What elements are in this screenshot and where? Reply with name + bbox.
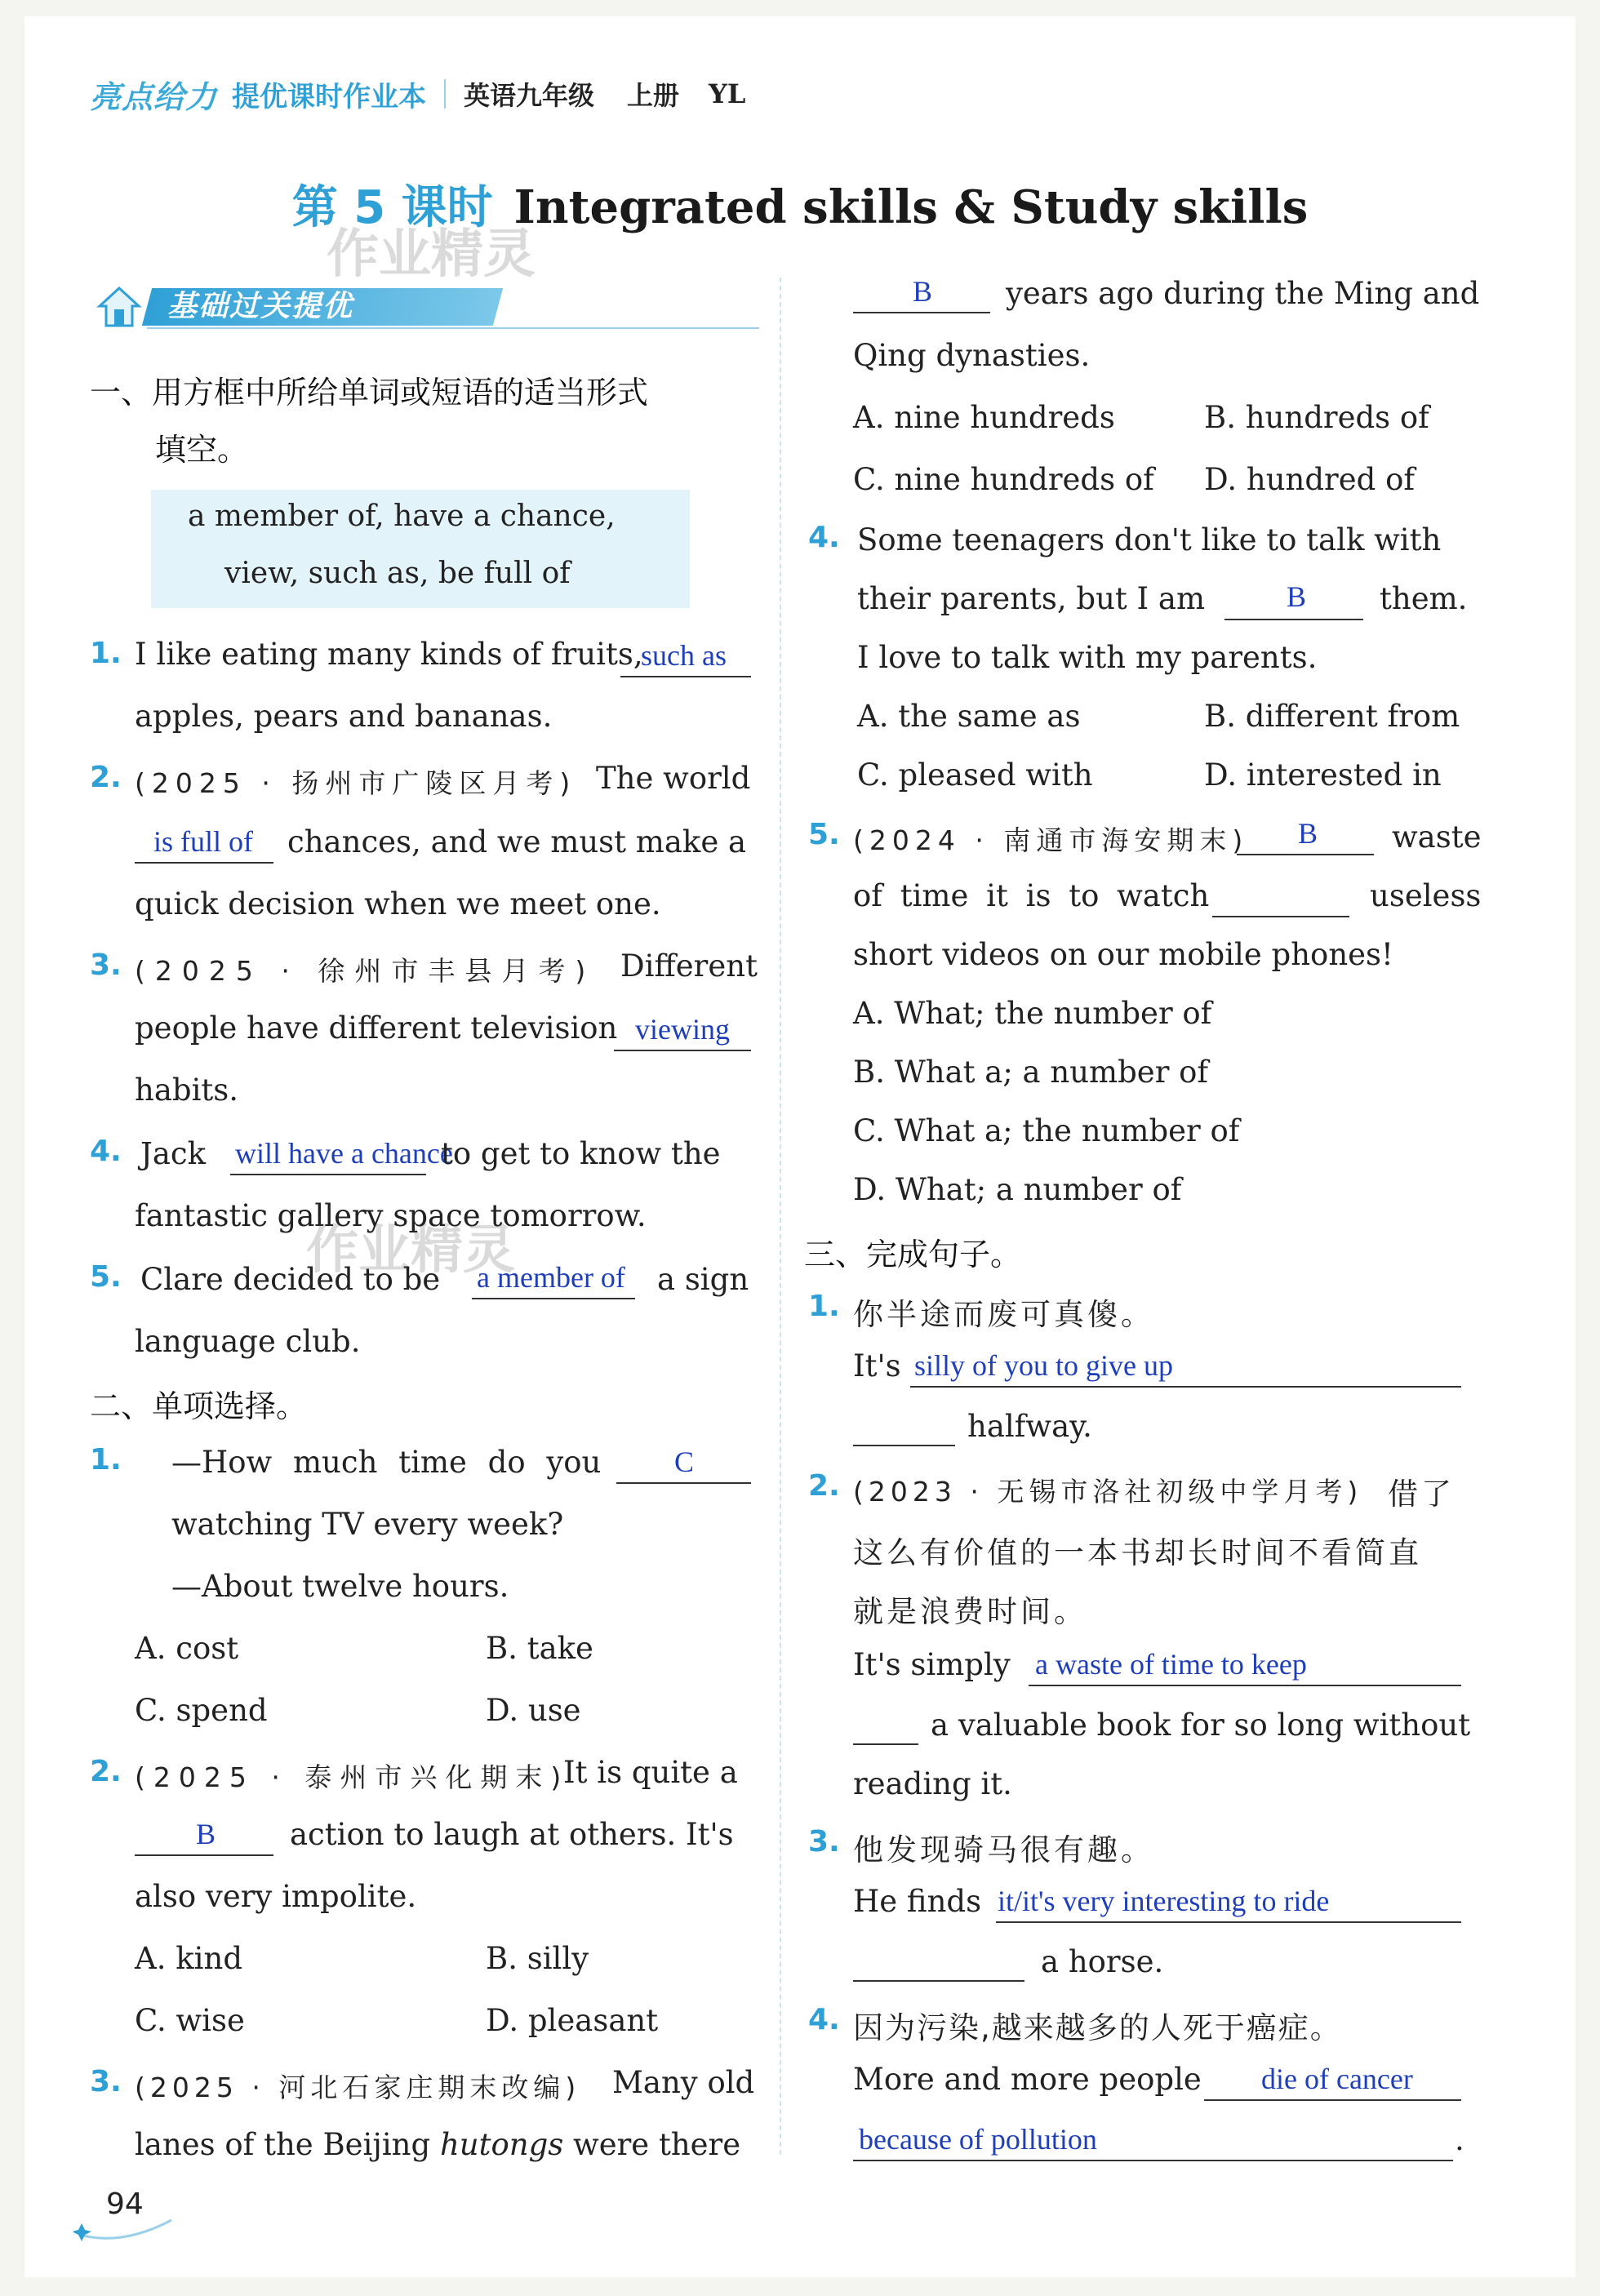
question-text: people have different television — [135, 1010, 618, 1046]
question-source: (2024 · 南通市海安期末) — [853, 824, 1249, 856]
question-text: quick decision when we meet one. — [135, 886, 661, 922]
question-text: Different — [620, 948, 758, 984]
answer-text: B — [913, 275, 933, 308]
word-box-line: a member of, have a chance, — [188, 500, 616, 533]
option-b[interactable]: B. take — [486, 1631, 593, 1666]
question-number: 1. — [90, 637, 122, 670]
question-source: (2025 · 扬州市广陵区月考) — [135, 767, 577, 799]
answer-text: viewing — [635, 1013, 730, 1046]
question-number: 2. — [90, 761, 122, 794]
answer-blank[interactable] — [853, 1445, 955, 1446]
column-divider — [780, 278, 781, 2155]
brand-logo: 亮点给力 — [90, 78, 218, 115]
question-number: 1. — [90, 1443, 122, 1477]
banner-label: 基础过关提优 — [167, 290, 354, 323]
option-c[interactable]: C. wise — [135, 2003, 245, 2038]
question-text: I love to talk with my parents. — [857, 640, 1318, 675]
sentence-end: . — [1455, 2122, 1464, 2157]
answer-blank[interactable] — [910, 1386, 1461, 1388]
answer-text: die of cancer — [1261, 2063, 1413, 2095]
answer-blank[interactable] — [135, 862, 273, 864]
question-text: Clare decided to be — [140, 1262, 441, 1297]
option-b[interactable]: B. hundreds of — [1204, 400, 1429, 435]
answer-text: C — [674, 1446, 695, 1478]
question-text: language club. — [135, 1324, 361, 1359]
option-a[interactable]: A. cost — [135, 1631, 239, 1666]
option-a[interactable]: A. kind — [135, 1941, 243, 1976]
answer-blank[interactable] — [996, 1921, 1461, 1923]
question-text: Some teenagers don't like to talk with — [857, 522, 1442, 557]
answer-blank[interactable] — [1237, 854, 1374, 855]
option-d[interactable]: D. pleasant — [486, 2003, 659, 2038]
lesson-title — [0, 171, 1600, 237]
house-icon — [96, 285, 142, 329]
option-d[interactable]: D. hundred of — [1204, 462, 1416, 497]
option-d[interactable]: D. use — [486, 1693, 581, 1728]
question-text: action to laugh at others. It's — [290, 1817, 734, 1852]
question-text: them. — [1380, 581, 1468, 616]
answer-blank[interactable] — [472, 1298, 635, 1299]
question-text: also very impolite. — [135, 1879, 417, 1914]
question-number: 5. — [90, 1260, 122, 1294]
answer-blank[interactable] — [1212, 916, 1349, 917]
question-text: I like eating many kinds of fruits, — [135, 637, 643, 672]
word-box — [151, 490, 690, 608]
watermark: 作业精灵 — [327, 224, 536, 285]
question-number: 3. — [808, 1825, 840, 1859]
option-b[interactable]: B. different from — [1204, 699, 1460, 734]
question-text: He finds — [853, 1884, 982, 1919]
question-number: 5. — [808, 818, 840, 851]
question-text — [135, 2127, 740, 2162]
option-a[interactable]: A. What; the number of — [853, 996, 1212, 1031]
page-number: 94 — [106, 2187, 144, 2221]
option-c[interactable]: C. pleased with — [857, 757, 1093, 793]
part2-heading: 二、单项选择。 — [90, 1388, 308, 1424]
question-number: 1. — [808, 1290, 840, 1323]
question-number: 4. — [90, 1135, 122, 1168]
question-text: their parents, but I am — [857, 581, 1206, 616]
chinese-prompt: 他发现骑马很有趣。 — [853, 1832, 1154, 1867]
question-text: to get to know the — [441, 1136, 721, 1171]
question-text: It's — [853, 1348, 901, 1383]
question-text: More and more people — [853, 2062, 1202, 2097]
question-text: It is quite a — [563, 1755, 738, 1790]
question-number: 3. — [90, 948, 122, 982]
question-text: habits. — [135, 1073, 239, 1108]
question-text: a horse. — [1041, 1944, 1164, 1979]
answer-text: is full of — [153, 825, 253, 858]
option-a[interactable]: A. nine hundreds — [853, 400, 1115, 435]
option-d[interactable]: D. interested in — [1204, 757, 1442, 793]
series-name: 提优课时作业本 — [232, 80, 427, 113]
question-text: —How much time do you — [171, 1445, 602, 1480]
answer-blank[interactable] — [1224, 619, 1363, 620]
question-text: fantastic gallery space tomorrow. — [135, 1198, 647, 1233]
section-banner — [90, 282, 759, 331]
question-source: (2023 · 无锡市洛社初级中学月考) — [853, 1476, 1363, 1508]
option-c[interactable]: C. spend — [135, 1693, 268, 1728]
question-text: Many old — [612, 2065, 755, 2100]
answer-blank[interactable] — [616, 1482, 751, 1484]
question-text: apples, pears and bananas. — [135, 699, 553, 734]
answer-text: B — [196, 1818, 216, 1850]
answer-blank[interactable] — [1204, 2099, 1461, 2101]
volume-label: 上册 — [627, 80, 680, 111]
question-text-part: lanes of the Beijing — [135, 2127, 431, 2162]
header-divider — [444, 79, 446, 109]
question-text: halfway. — [967, 1409, 1092, 1444]
part1-heading: 一、用方框中所给单词或短语的适当形式 — [90, 375, 649, 411]
answer-blank[interactable] — [853, 2160, 1453, 2161]
answer-text: B — [1298, 817, 1318, 850]
question-source: (2025 · 徐州市丰县月考) — [135, 955, 596, 987]
question-text: short videos on our mobile phones! — [853, 937, 1393, 972]
question-text: It's simply — [853, 1647, 1011, 1682]
word-box-line: view, such as, be full of — [224, 557, 571, 590]
chinese-prompt: 你半途而废可真傻。 — [853, 1297, 1154, 1332]
answer-text: will have a chance — [235, 1137, 453, 1170]
question-text: chances, and we must make a — [287, 824, 747, 859]
question-text: a sign — [657, 1262, 749, 1297]
option-c[interactable]: C. nine hundreds of — [853, 462, 1154, 497]
chinese-prompt: 借了 — [1388, 1477, 1455, 1512]
answer-text: a member of — [477, 1261, 625, 1294]
watermark: 作业精灵 — [306, 1220, 515, 1281]
question-source: (2025 · 河北石家庄期末改编) — [135, 2072, 581, 2103]
answer-blank[interactable] — [614, 1050, 751, 1051]
question-number: 4. — [808, 521, 840, 554]
option-b[interactable]: B. silly — [486, 1941, 589, 1976]
question-text: useless — [1370, 878, 1482, 913]
answer-text: it/it's very interesting to ride — [998, 1885, 1330, 1917]
page-header — [90, 73, 745, 114]
option-b[interactable]: B. What a; a number of — [853, 1055, 1209, 1090]
banner-rule — [147, 327, 759, 329]
option-c[interactable]: C. What a; the number of — [853, 1113, 1240, 1148]
question-number: 2. — [90, 1755, 122, 1788]
chinese-prompt: 就是浪费时间。 — [853, 1594, 1087, 1629]
lesson-number: 第 5 课时 — [291, 181, 493, 234]
question-text-part: were there — [573, 2127, 741, 2162]
answer-blank[interactable] — [620, 676, 751, 677]
option-d[interactable]: D. What; a number of — [853, 1172, 1182, 1207]
question-text: years ago during the Ming and — [1006, 276, 1480, 311]
question-text: The world — [596, 761, 751, 796]
answer-text: silly of you to give up — [914, 1349, 1173, 1382]
chinese-prompt: 这么有价值的一本书却长时间不看简直 — [853, 1535, 1422, 1570]
question-text: reading it. — [853, 1766, 1012, 1801]
answer-text: a waste of time to keep — [1035, 1648, 1307, 1681]
answer-blank[interactable] — [853, 1980, 1024, 1982]
answer-blank[interactable] — [853, 312, 990, 313]
question-text: watching TV every week? — [171, 1507, 564, 1542]
question-text: —About twelve hours. — [171, 1569, 509, 1604]
question-text: Jack — [140, 1136, 207, 1171]
question-text: waste — [1392, 819, 1482, 855]
question-text: Qing dynasties. — [853, 338, 1091, 373]
option-a[interactable]: A. the same as — [857, 699, 1081, 734]
part1-heading-cont: 填空。 — [155, 432, 249, 468]
answer-text: B — [1287, 580, 1307, 613]
question-number: 4. — [808, 2003, 840, 2036]
edition-label: YL — [709, 78, 746, 109]
question-source: (2025 · 泰州市兴化期末) — [135, 1761, 570, 1793]
answer-text: such as — [641, 639, 727, 672]
answer-blank[interactable] — [1029, 1685, 1461, 1686]
lesson-topic: Integrated skills & Study skills — [513, 180, 1309, 234]
question-text: a valuable book for so long without — [931, 1708, 1471, 1743]
answer-text: because of pollution — [859, 2123, 1097, 2156]
question-number: 3. — [90, 2065, 122, 2098]
answer-blank[interactable] — [853, 1743, 918, 1745]
subject-label: 英语九年级 — [464, 80, 595, 111]
question-number: 2. — [808, 1469, 840, 1503]
answer-blank[interactable] — [230, 1174, 426, 1175]
answer-blank[interactable] — [135, 1854, 273, 1856]
italic-term: hutongs — [439, 2127, 564, 2162]
chinese-prompt: 因为污染,越来越多的人死于癌症。 — [853, 2010, 1342, 2045]
question-text: of time it is to watch — [853, 878, 1210, 913]
part3-heading: 三、完成句子。 — [804, 1237, 1022, 1272]
